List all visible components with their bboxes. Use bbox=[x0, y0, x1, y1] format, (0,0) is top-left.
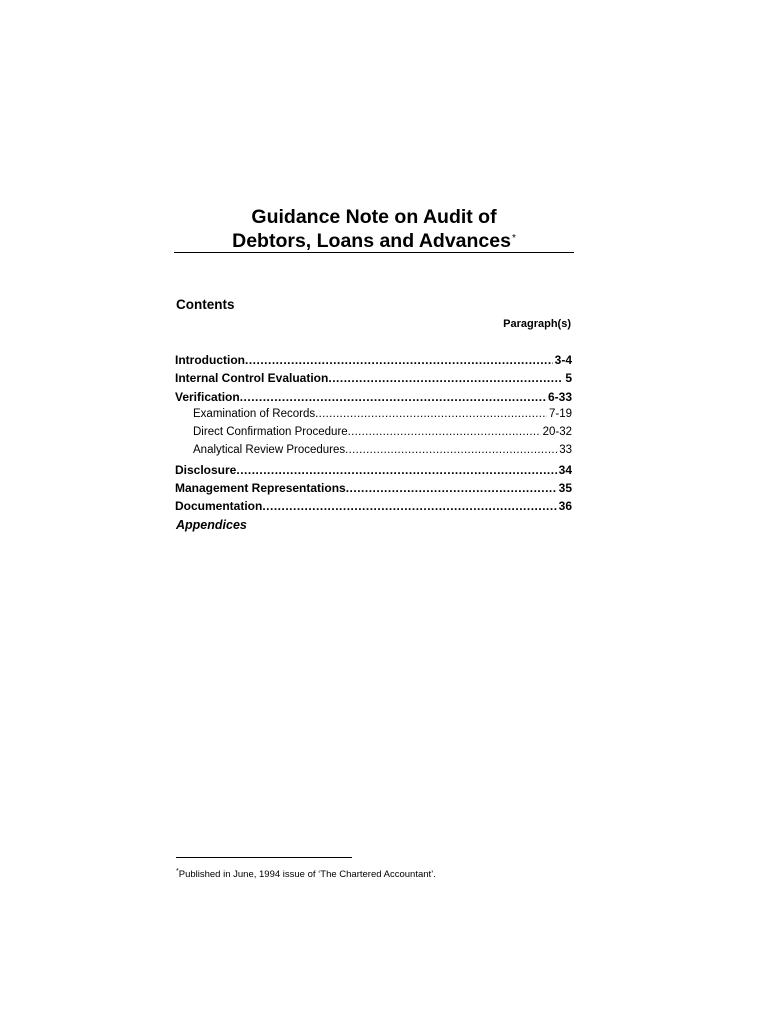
paragraphs-column-label: Paragraph(s) bbox=[503, 318, 571, 330]
toc-entry-label: Disclosure bbox=[175, 462, 237, 477]
toc-subentry bbox=[175, 408, 572, 426]
toc-entry-label: Introduction bbox=[175, 353, 245, 367]
toc-entry-paragraphs: 34 bbox=[558, 462, 572, 477]
toc-entry-paragraphs: 33 bbox=[559, 444, 572, 457]
toc-entry-label: Management Representations bbox=[175, 481, 346, 496]
footnote bbox=[176, 869, 436, 880]
toc-entry-label: Internal Control Evaluation bbox=[175, 371, 329, 386]
toc-entry-paragraphs: 36 bbox=[558, 499, 572, 514]
toc-entry-label: Analytical Review Procedures bbox=[193, 444, 346, 457]
toc-subentry bbox=[175, 444, 572, 462]
title-divider bbox=[174, 252, 574, 253]
document-title bbox=[174, 205, 574, 253]
title-line-2 bbox=[174, 229, 574, 253]
toc-entry-paragraphs: 7-19 bbox=[548, 407, 572, 420]
toc-entry-paragraphs: 3-4 bbox=[554, 353, 572, 367]
toc-entry-label: Documentation bbox=[175, 499, 263, 514]
toc-subentry bbox=[175, 426, 572, 444]
title-footnote-marker: * bbox=[511, 233, 516, 244]
toc-leader-dots bbox=[348, 426, 541, 438]
footnote-text: Published in June, 1994 issue of ‘The Chartered Accountant’. bbox=[178, 869, 436, 880]
toc-entry bbox=[175, 499, 572, 517]
toc-leader-dots bbox=[245, 353, 553, 367]
toc-entry-paragraphs: 20-32 bbox=[542, 426, 572, 439]
toc-leader-dots bbox=[240, 390, 546, 404]
toc-entry bbox=[175, 371, 572, 389]
toc-leader-dots bbox=[236, 463, 556, 477]
toc-entry-paragraphs: 5 bbox=[565, 371, 572, 386]
toc-leader-dots bbox=[262, 499, 556, 513]
toc-entry-label: Verification bbox=[175, 389, 240, 404]
toc-entry-label: Direct Confirmation Procedure bbox=[193, 426, 348, 439]
toc-entry bbox=[175, 463, 572, 481]
toc-entry bbox=[175, 481, 572, 499]
title-line-1: Guidance Note on Audit of bbox=[251, 206, 497, 228]
toc-entry-label: Examination of Records bbox=[193, 407, 316, 420]
footnote-marker: * bbox=[176, 868, 179, 875]
toc-leader-dots bbox=[345, 444, 557, 456]
footnote-divider bbox=[176, 857, 352, 858]
toc-leader-dots bbox=[346, 481, 557, 495]
appendices-heading: Appendices bbox=[176, 518, 247, 532]
toc-leader-dots bbox=[328, 371, 563, 385]
toc-leader-dots bbox=[315, 408, 547, 420]
toc-entry-paragraphs: 6-33 bbox=[547, 389, 572, 404]
toc-entry bbox=[175, 353, 572, 371]
title-line-2-text: Debtors, Loans and Advances bbox=[232, 230, 511, 252]
toc-entry bbox=[175, 390, 572, 408]
toc-entry-paragraphs: 35 bbox=[558, 481, 572, 496]
contents-heading: Contents bbox=[176, 297, 235, 312]
table-of-contents bbox=[175, 353, 572, 518]
